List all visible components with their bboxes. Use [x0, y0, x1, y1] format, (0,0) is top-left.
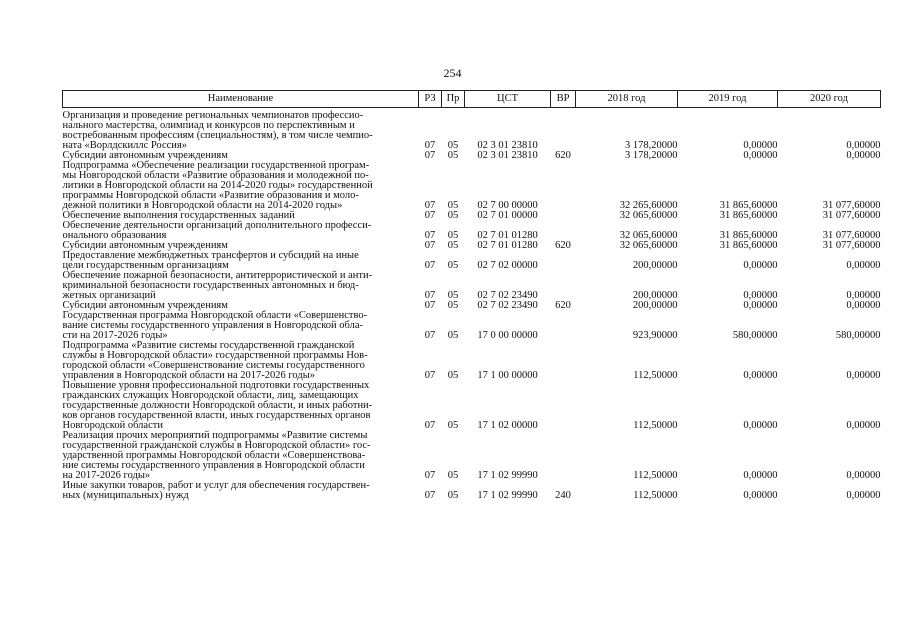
row-vr: 620	[555, 240, 571, 251]
row-pr: 05	[447, 240, 459, 251]
row-cst: 17 1 02 99990	[477, 490, 538, 501]
row-name: Организация и проведение региональных чемпионатов профессио- нального мастерства, олимпиад и конкурсов по перспективным и востребованным профессиям (специальностям), в том числе чемпио- ната «Ворлдскиллс Россия»	[62, 110, 373, 151]
row-value-2019: 0,00000	[743, 370, 778, 381]
row-value-2018: 200,00000	[632, 300, 678, 311]
row-value-2019: 0,00000	[743, 140, 778, 151]
header-cst: ЦСТ	[465, 91, 551, 108]
row-pr: 05	[447, 290, 459, 301]
row-rz: 07	[424, 140, 436, 151]
row-cst: 02 3 01 23810	[477, 140, 538, 151]
row-value-2018: 32 065,60000	[619, 210, 678, 221]
row-value-2020: 580,00000	[835, 330, 881, 341]
row-pr: 05	[447, 210, 459, 221]
row-vr	[551, 311, 576, 341]
table-row	[63, 161, 881, 211]
row-value-2019: 31 865,60000	[719, 210, 778, 221]
row-value-2018: 3 178,20000	[625, 140, 678, 151]
budget-table	[62, 90, 881, 501]
row-cst: 02 3 01 23810	[477, 150, 538, 161]
row-pr: 05	[447, 260, 459, 271]
table-body	[63, 108, 881, 502]
row-rz: 07	[424, 420, 436, 431]
row-vr	[551, 431, 576, 481]
row-value-2018: 112,50000	[633, 370, 678, 381]
row-value-2020: 0,00000	[846, 490, 881, 501]
table-row	[63, 311, 881, 341]
row-value-2018: 32 265,60000	[619, 200, 678, 211]
row-cst: 02 7 02 00000	[477, 260, 538, 271]
header-2019: 2019 год	[678, 91, 778, 108]
row-vr	[551, 211, 576, 221]
row-rz: 07	[424, 240, 436, 251]
row-name: Обеспечение пожарной безопасности, антитеррористической и анти- криминальной безопасности государственных автономных и бюд- жетных организаций	[62, 270, 373, 301]
row-rz: 07	[424, 290, 436, 301]
row-pr: 05	[447, 490, 459, 501]
row-value-2019: 31 865,60000	[719, 240, 778, 251]
row-value-2018: 200,00000	[632, 290, 678, 301]
row-name: Подпрограмма «Развитие системы государственной гражданской службы в Новгородской области» государственной программы Нов- городской области «Совершенствование системы государственного управления в Новгородской области на 2017-2026 годы»	[62, 340, 368, 381]
table-row	[63, 431, 881, 481]
row-rz: 07	[424, 300, 436, 311]
row-name: Реализация прочих мероприятий подпрограммы «Развитие системы государственной гражданской службы в Новгородской области» гос- ударственной программы Новгородской области «Совершенствова- ние системы государственного управления в Новгородской области на 2017-2026 годы»	[62, 430, 371, 481]
header-pr: Пр	[442, 91, 465, 108]
row-pr: 05	[447, 140, 459, 151]
table-row	[63, 108, 881, 152]
header-vr: ВР	[551, 91, 576, 108]
table-row	[63, 481, 881, 501]
row-pr: 05	[447, 230, 459, 241]
row-value-2018: 112,50000	[633, 470, 678, 481]
row-pr: 05	[447, 150, 459, 161]
row-rz: 07	[424, 490, 436, 501]
row-value-2020: 0,00000	[846, 420, 881, 431]
row-value-2020: 0,00000	[846, 470, 881, 481]
page-number: 254	[443, 66, 462, 80]
row-value-2020: 31 077,60000	[822, 200, 881, 211]
row-value-2020: 0,00000	[846, 260, 881, 271]
row-vr	[551, 108, 576, 152]
row-pr: 05	[447, 470, 459, 481]
row-rz: 07	[424, 150, 436, 161]
row-value-2019: 0,00000	[743, 420, 778, 431]
row-value-2018: 200,00000	[632, 260, 678, 271]
row-value-2020: 0,00000	[846, 300, 881, 311]
row-cst: 17 1 00 00000	[477, 370, 538, 381]
row-value-2019: 0,00000	[743, 290, 778, 301]
row-pr: 05	[447, 300, 459, 311]
row-cst: 02 7 01 00000	[477, 210, 538, 221]
row-vr	[551, 341, 576, 381]
row-value-2019: 31 865,60000	[719, 200, 778, 211]
row-pr: 05	[447, 420, 459, 431]
row-value-2020: 0,00000	[846, 150, 881, 161]
row-value-2019: 0,00000	[743, 470, 778, 481]
row-value-2019: 0,00000	[743, 490, 778, 501]
row-name: Государственная программа Новгородской области «Совершенство- вание системы государственного управления в Новгородской обла- сти на 2017-2026 годы»	[62, 310, 368, 341]
table-row	[63, 251, 881, 271]
row-cst: 17 0 00 00000	[477, 330, 538, 341]
row-name: Предоставление межбюджетных трансфертов и субсидий на иные цели государственным организациям	[62, 250, 359, 271]
row-value-2018: 32 065,60000	[619, 230, 678, 241]
row-cst: 02 7 00 00000	[477, 200, 538, 211]
row-rz: 07	[424, 330, 436, 341]
row-value-2020: 0,00000	[846, 140, 881, 151]
row-pr: 05	[447, 330, 459, 341]
row-cst: 02 7 02 23490	[477, 290, 538, 301]
row-value-2020: 31 077,60000	[822, 240, 881, 251]
row-vr	[551, 161, 576, 211]
row-value-2019: 580,00000	[732, 330, 778, 341]
row-value-2018: 32 065,60000	[619, 240, 678, 251]
row-name: Обеспечение выполнения государственных заданий	[62, 210, 295, 221]
header-2020: 2020 год	[778, 91, 881, 108]
row-value-2020: 0,00000	[846, 370, 881, 381]
row-name: Обеспечение деятельности организаций дополнительного професси- онального образования	[62, 220, 372, 241]
row-vr	[551, 221, 576, 241]
row-value-2018: 3 178,20000	[625, 150, 678, 161]
table-row	[63, 271, 881, 301]
row-vr	[551, 381, 576, 431]
row-cst: 02 7 01 01280	[477, 240, 538, 251]
row-rz: 07	[424, 260, 436, 271]
row-vr	[551, 271, 576, 301]
header-name: Наименование	[63, 91, 419, 108]
row-pr: 05	[447, 370, 459, 381]
row-rz: 07	[424, 200, 436, 211]
row-rz: 07	[424, 370, 436, 381]
row-name: Субсидии автономным учреждениям	[62, 300, 228, 311]
table-row	[63, 381, 881, 431]
row-rz: 07	[424, 210, 436, 221]
row-name: Субсидии автономным учреждениям	[62, 150, 228, 161]
row-name: Повышение уровня профессиональной подготовки государственных гражданских служащих Новгородской области, лиц, замещающих государственные должности Новгородской области, и иных работни- ков органов государственной власти, иных государственных органов Новгородской области	[62, 380, 373, 431]
row-cst: 17 1 02 00000	[477, 420, 538, 431]
row-value-2020: 31 077,60000	[822, 210, 881, 221]
row-name: Субсидии автономным учреждениям	[62, 240, 228, 251]
row-value-2019: 0,00000	[743, 300, 778, 311]
row-rz: 07	[424, 230, 436, 241]
row-vr: 240	[555, 490, 571, 501]
table-row	[63, 221, 881, 241]
row-value-2019: 0,00000	[743, 150, 778, 161]
row-cst: 02 7 02 23490	[477, 300, 538, 311]
row-value-2018: 112,50000	[633, 420, 678, 431]
row-cst: 17 1 02 99990	[477, 470, 538, 481]
table-header-row	[63, 91, 881, 108]
row-pr: 05	[447, 200, 459, 211]
row-name: Иные закупки товаров, работ и услуг для обеспечения государствен- ных (муниципальных) нужд	[62, 480, 370, 501]
header-rz: РЗ	[419, 91, 442, 108]
row-value-2020: 0,00000	[846, 290, 881, 301]
row-value-2019: 31 865,60000	[719, 230, 778, 241]
row-value-2018: 923,90000	[632, 330, 678, 341]
row-name: Подпрограмма «Обеспечение реализации государственной програм- мы Новгородской области «Развитие образования и молодежной по- литики в Новгородской области на 2014-2020 годы» государственной программы Новгородской области «Развитие образования и моло- дежной политики в Новгородской области на 2014-2020 годы»	[62, 160, 373, 211]
row-vr	[551, 251, 576, 271]
row-vr: 620	[555, 300, 571, 311]
row-rz: 07	[424, 470, 436, 481]
table-row	[63, 341, 881, 381]
row-cst: 02 7 01 01280	[477, 230, 538, 241]
row-value-2019: 0,00000	[743, 260, 778, 271]
header-2018: 2018 год	[576, 91, 678, 108]
row-value-2020: 31 077,60000	[822, 230, 881, 241]
row-vr: 620	[555, 150, 571, 161]
row-value-2018: 112,50000	[633, 490, 678, 501]
